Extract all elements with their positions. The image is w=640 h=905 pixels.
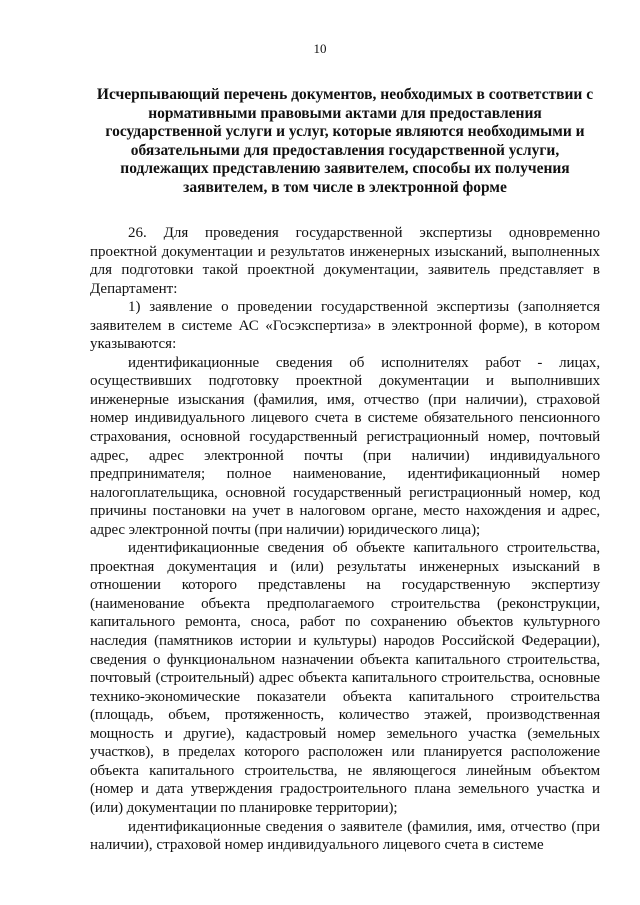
paragraph-26: 26. Для проведения государственной экспертизы одновременно проектной документации и результатов инженерных изысканий, выполненных для подготовки такой проектной документации, заявитель представляет в Департамент: [90,225,600,297]
paragraph-item-1: 1) заявление о проведении государственной экспертизы (заполняется заявителем в системе АС «Госэкспертиза» в электронной форме), в котором указываются: [90,299,600,353]
paragraph-applicant-info: идентификационные сведения о заявителе (фамилия, имя, отчество (при наличии), страховой номер индивидуального лицевого счета в системе [90,818,600,854]
paragraph-executors-info: идентификационные сведения об исполнителях работ - лицах, осуществивших подготовку проектной документации и выполнивших инженерные изыскания (фамилия, имя, отчество (при наличии), страховой номер индивидуального лицевого счета в системе обязательного пенсионного страхования, основной государственный регистрационный номер, почтовый адрес, адрес электронной почты (при наличии) индивидуального предпринимателя; полное наименование, идентификационный номер налогоплательщика, основной государственный регистрационный номер, код причины постановки на учет в налоговом органе, место нахождения и адрес, адрес электронной почты (при наличии) юридического лица); [90,354,600,538]
document-body [90,224,600,855]
section-heading: Исчерпывающий перечень документов, необходимых в соответствии с нормативными правовыми актами для предоставления государственной услуги и услуг, которые являются необходимыми и обязательными для предоставления государственной услуги, подлежащих представлению заявителем, способы их получения заявителем, в том числе в электронной форме [96,86,594,196]
page-number: 10 [313,41,327,56]
paragraph-object-info: идентификационные сведения об объекте капитального строительства, проектная документация и (или) результаты инженерных изысканий в отношении которого представлены на государственную экспертизу (наименование объекта предполагаемого строительства (реконструкции, капитального ремонта, сноса, работ по сохранению объектов культурного наследия (памятников истории и культуры) народов Российской Федерации), сведения о функциональном назначении объекта капитального строительства, почтовый (строительный) адрес объекта капитального строительства, основные технико-экономические показатели объекта капитального строительства (площадь, объем, протяженность, количество этажей, производственная мощность и другие), кадастровый номер земельного участка (земельных участков), в пределах которого расположен или планируется расположение объекта капитального строительства, не являющегося линейным объектом (номер и дата утверждения градостроительного плана земельного участка и (или) документации по планировке территории); [90,540,600,816]
